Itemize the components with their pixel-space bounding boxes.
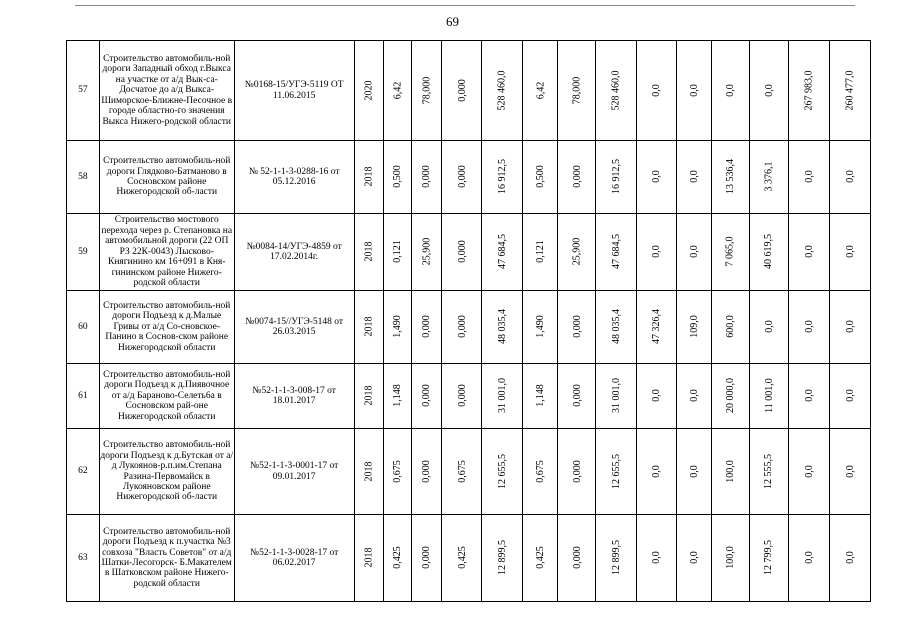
value-cell bbox=[637, 429, 677, 515]
cell-value: 0,0 bbox=[763, 320, 775, 334]
value-cell bbox=[749, 214, 789, 291]
cell-value: 0,0 bbox=[724, 84, 736, 97]
cell-value: 78,000 bbox=[421, 76, 433, 105]
value-cell bbox=[711, 291, 749, 364]
cell-value: 12 655,5 bbox=[496, 453, 508, 489]
value-cell bbox=[676, 429, 711, 515]
value-cell bbox=[596, 41, 637, 141]
cell-value: 0,0 bbox=[844, 245, 856, 259]
value-cell bbox=[830, 214, 871, 291]
object-name: Строительство мостового перехода через р. Степановка на автомобильной дороги (22 ОП РЗ 22К-0043) Лысково-Княгинино км 16+091 в Кня-гининском районе Нижего-родской области bbox=[99, 214, 234, 291]
value-cell bbox=[354, 41, 383, 141]
cell-value: 0,000 bbox=[456, 384, 468, 408]
expertise-reference: №52-1-1-3-0001-17 от 09.01.2017 bbox=[234, 429, 354, 515]
value-cell bbox=[442, 429, 482, 515]
cell-value: 2018 bbox=[363, 316, 375, 337]
cell-value: 12 899,5 bbox=[610, 540, 622, 576]
value-cell bbox=[442, 41, 482, 141]
value-cell bbox=[383, 291, 412, 364]
cell-value: 0,000 bbox=[421, 460, 433, 483]
cell-value: 0,675 bbox=[534, 460, 546, 483]
value-cell bbox=[412, 364, 442, 429]
value-cell bbox=[482, 515, 523, 602]
value-cell bbox=[596, 364, 637, 429]
value-cell bbox=[354, 141, 383, 214]
value-cell bbox=[789, 141, 830, 214]
value-cell bbox=[412, 429, 442, 515]
value-cell bbox=[383, 141, 412, 214]
cell-value: 12 899,5 bbox=[496, 540, 508, 576]
row-number: 57 bbox=[67, 41, 100, 141]
cell-value: 47 684,5 bbox=[496, 234, 508, 270]
cell-value: 2018 bbox=[363, 385, 375, 406]
cell-value: 0,500 bbox=[534, 165, 546, 189]
cell-value: 0,000 bbox=[421, 384, 433, 408]
cell-value: 0,121 bbox=[392, 240, 404, 264]
cell-value: 2018 bbox=[363, 166, 375, 187]
cell-value: 2018 bbox=[363, 241, 375, 262]
cell-value: 13 536,4 bbox=[724, 159, 736, 195]
cell-value: 0,675 bbox=[456, 460, 468, 483]
cell-value: 0,000 bbox=[421, 165, 433, 189]
value-cell bbox=[558, 141, 596, 214]
cell-value: 0,000 bbox=[456, 240, 468, 264]
value-cell bbox=[830, 515, 871, 602]
cell-value: 0,0 bbox=[688, 245, 700, 259]
cell-value: 0,0 bbox=[651, 84, 663, 97]
value-cell bbox=[412, 141, 442, 214]
value-cell bbox=[637, 291, 677, 364]
value-cell bbox=[354, 364, 383, 429]
value-cell bbox=[789, 515, 830, 602]
cell-value: 0,0 bbox=[651, 551, 663, 565]
cell-value: 2018 bbox=[363, 547, 375, 568]
cell-value: 0,000 bbox=[456, 79, 468, 102]
value-cell bbox=[354, 214, 383, 291]
value-cell bbox=[637, 41, 677, 141]
cell-value: 20 000,0 bbox=[724, 378, 736, 414]
value-cell bbox=[354, 291, 383, 364]
cell-value: 31 001,0 bbox=[610, 378, 622, 414]
cell-value: 0,425 bbox=[534, 546, 546, 570]
cell-value: 11 001,0 bbox=[763, 378, 775, 414]
object-name: Строительство автомобиль-ной дороги Западный обход г.Выкса на участке от а/д Вык-са-Досчатое до а/д Выкса-Шиморское-Ближне-Песочное в городе областно-го значения Выкса Нижего-родской области bbox=[99, 41, 234, 141]
cell-value: 0,000 bbox=[571, 165, 583, 189]
cell-value: 31 001,0 bbox=[496, 378, 508, 414]
value-cell bbox=[523, 291, 558, 364]
cell-value: 0,0 bbox=[844, 320, 856, 334]
value-cell bbox=[482, 364, 523, 429]
cell-value: 48 035,4 bbox=[496, 309, 508, 345]
object-name: Строительство автомобиль-ной дороги Подъезд к п.участка №3 совхоза "Власть Советов" от а/д Шатки-Лесогорск- Б.Макателем в Шатковском районе Нижего-родской области bbox=[99, 515, 234, 602]
value-cell bbox=[523, 515, 558, 602]
expertise-reference: №52-1-1-3-0028-17 от 06.02.2017 bbox=[234, 515, 354, 602]
expertise-reference: №0084-14/УГЭ-4859 от 17.02.2014г. bbox=[234, 214, 354, 291]
cell-value: 0,0 bbox=[651, 245, 663, 259]
value-cell bbox=[749, 291, 789, 364]
expertise-reference: №0074-15//УГЭ-5148 от 26.03.2015 bbox=[234, 291, 354, 364]
value-cell bbox=[412, 515, 442, 602]
value-cell bbox=[558, 364, 596, 429]
cell-value: 0,0 bbox=[651, 389, 663, 403]
object-name: Строительство автомобиль-ной дороги Подъезд к д.Пиявочное от а/д Бараново-Селеть6а в Сосновском рай-оне Нижегородской области bbox=[99, 364, 234, 429]
value-cell bbox=[523, 141, 558, 214]
cell-value: 0,0 bbox=[803, 170, 815, 184]
cell-value: 100,0 bbox=[724, 546, 736, 570]
cell-value: 0,0 bbox=[803, 551, 815, 565]
data-table bbox=[66, 40, 905, 602]
value-cell bbox=[412, 291, 442, 364]
cell-value: 1,490 bbox=[392, 315, 404, 339]
value-cell bbox=[442, 364, 482, 429]
value-cell bbox=[830, 429, 871, 515]
cell-value: 0,500 bbox=[392, 165, 404, 189]
value-cell bbox=[637, 214, 677, 291]
value-cell bbox=[558, 41, 596, 141]
cell-value: 12 799,5 bbox=[763, 540, 775, 576]
value-cell bbox=[637, 364, 677, 429]
value-cell bbox=[749, 429, 789, 515]
cell-value: 16 912,5 bbox=[496, 159, 508, 195]
cell-value: 2020 bbox=[363, 80, 375, 101]
cell-value: 12 555,5 bbox=[763, 453, 775, 489]
value-cell bbox=[711, 141, 749, 214]
cell-value: 3 376,1 bbox=[763, 161, 775, 192]
cell-value: 0,000 bbox=[421, 546, 433, 570]
cell-value: 1,148 bbox=[392, 384, 404, 408]
cell-value: 0,0 bbox=[803, 245, 815, 259]
cell-value: 0,0 bbox=[651, 465, 663, 478]
cell-value: 7 065,0 bbox=[724, 236, 736, 267]
cell-value: 48 035,4 bbox=[610, 309, 622, 345]
cell-value: 528 460,0 bbox=[496, 70, 508, 111]
value-cell bbox=[442, 141, 482, 214]
value-cell bbox=[637, 141, 677, 214]
value-cell bbox=[558, 291, 596, 364]
object-name: Строительство автомобиль-ной дороги Подъезд к д.Бутская от а/д Лукоянов-р.п.им.Степана Разина-Первомайск в Лукояновском районе Нижегородской об-ласти bbox=[99, 429, 234, 515]
value-cell bbox=[676, 515, 711, 602]
table-row bbox=[67, 291, 905, 364]
cell-value: 0,000 bbox=[571, 315, 583, 339]
value-cell bbox=[676, 214, 711, 291]
cell-value: 267 983,0 bbox=[803, 70, 815, 111]
value-cell bbox=[830, 141, 871, 214]
object-name: Строительство автомобиль-ной дороги Глядково-Батманово в Сосновском районе Нижегородской об-ласти bbox=[99, 141, 234, 214]
cell-value: 260 477,0 bbox=[844, 70, 856, 111]
row-number: 62 bbox=[67, 429, 100, 515]
cell-value: 0,000 bbox=[456, 165, 468, 189]
cell-value: 0,0 bbox=[844, 170, 856, 184]
cell-value: 0,0 bbox=[651, 170, 663, 184]
object-name: Строительство автомобиль-ной дороги Подъезд к д.Малые Гривы от а/д Со-сновское-Панино в Соснов-ском районе Нижегородской области bbox=[99, 291, 234, 364]
cell-value: 0,0 bbox=[803, 389, 815, 403]
cell-value: 0,000 bbox=[571, 546, 583, 570]
value-cell bbox=[596, 429, 637, 515]
value-cell bbox=[523, 214, 558, 291]
value-cell bbox=[523, 364, 558, 429]
cell-value: 0,000 bbox=[571, 384, 583, 408]
cell-value: 0,000 bbox=[421, 315, 433, 339]
value-cell bbox=[749, 41, 789, 141]
cell-value: 0,0 bbox=[844, 389, 856, 403]
row-number: 59 bbox=[67, 214, 100, 291]
value-cell bbox=[711, 214, 749, 291]
top-edge-line bbox=[75, 5, 855, 6]
cell-value: 0,000 bbox=[456, 315, 468, 339]
cell-value: 0,425 bbox=[392, 546, 404, 570]
value-cell bbox=[523, 429, 558, 515]
value-cell bbox=[676, 291, 711, 364]
value-cell bbox=[596, 515, 637, 602]
value-cell bbox=[482, 291, 523, 364]
table-row bbox=[67, 41, 905, 141]
value-cell bbox=[558, 214, 596, 291]
value-cell bbox=[412, 41, 442, 141]
value-cell bbox=[830, 291, 871, 364]
value-cell bbox=[482, 141, 523, 214]
row-number: 61 bbox=[67, 364, 100, 429]
value-cell bbox=[442, 515, 482, 602]
value-cell bbox=[482, 41, 523, 141]
cell-value: 0,0 bbox=[688, 551, 700, 565]
table-row bbox=[67, 214, 905, 291]
value-cell bbox=[596, 291, 637, 364]
value-cell bbox=[749, 515, 789, 602]
value-cell bbox=[596, 214, 637, 291]
value-cell bbox=[676, 41, 711, 141]
cell-value: 0,0 bbox=[844, 551, 856, 565]
value-cell bbox=[354, 429, 383, 515]
value-cell bbox=[711, 515, 749, 602]
value-cell bbox=[442, 291, 482, 364]
value-cell bbox=[523, 41, 558, 141]
value-cell bbox=[558, 515, 596, 602]
cell-value: 0,0 bbox=[763, 84, 775, 97]
cell-value: 25,900 bbox=[571, 238, 583, 266]
cell-value: 528 460,0 bbox=[610, 70, 622, 111]
cell-value: 78,000 bbox=[571, 76, 583, 105]
value-cell bbox=[789, 429, 830, 515]
value-cell bbox=[558, 429, 596, 515]
cell-value: 0,0 bbox=[688, 170, 700, 184]
value-cell bbox=[354, 515, 383, 602]
value-cell bbox=[789, 214, 830, 291]
expertise-reference: № 52-1-1-3-0288-16 от 05.12.2016 bbox=[234, 141, 354, 214]
cell-value: 0,675 bbox=[392, 460, 404, 483]
expertise-reference: №52-1-1-3-008-17 от 18.01.2017 bbox=[234, 364, 354, 429]
value-cell bbox=[830, 364, 871, 429]
cell-value: 47 684,5 bbox=[610, 234, 622, 270]
value-cell bbox=[637, 515, 677, 602]
cell-value: 109,0 bbox=[688, 315, 700, 339]
value-cell bbox=[482, 214, 523, 291]
value-cell bbox=[596, 141, 637, 214]
cell-value: 0,0 bbox=[688, 465, 700, 478]
cell-value: 1,148 bbox=[534, 384, 546, 408]
table-row bbox=[67, 364, 905, 429]
cell-value: 0,000 bbox=[571, 460, 583, 483]
cell-value: 0,0 bbox=[844, 465, 856, 478]
value-cell bbox=[383, 364, 412, 429]
table-row bbox=[67, 429, 905, 515]
cell-value: 6,42 bbox=[534, 81, 546, 100]
value-cell bbox=[830, 41, 871, 141]
table-row bbox=[67, 515, 905, 602]
value-cell bbox=[383, 41, 412, 141]
value-cell bbox=[711, 41, 749, 141]
cell-value: 0,0 bbox=[688, 84, 700, 97]
cell-value: 16 912,5 bbox=[610, 159, 622, 195]
value-cell bbox=[789, 41, 830, 141]
cell-value: 1,490 bbox=[534, 315, 546, 339]
value-cell bbox=[749, 141, 789, 214]
cell-value: 40 619,5 bbox=[763, 234, 775, 270]
cell-value: 600,0 bbox=[724, 315, 736, 339]
cell-value: 12 655,5 bbox=[610, 453, 622, 489]
cell-value: 6,42 bbox=[392, 81, 404, 100]
cell-value: 2018 bbox=[363, 461, 375, 482]
cell-value: 25,900 bbox=[421, 238, 433, 266]
value-cell bbox=[383, 214, 412, 291]
value-cell bbox=[749, 364, 789, 429]
value-cell bbox=[711, 429, 749, 515]
value-cell bbox=[676, 364, 711, 429]
cell-value: 47 326,4 bbox=[651, 309, 663, 345]
cell-value: 0,0 bbox=[688, 389, 700, 403]
cell-value: 0,121 bbox=[534, 240, 546, 264]
value-cell bbox=[482, 429, 523, 515]
value-cell bbox=[383, 429, 412, 515]
row-number: 60 bbox=[67, 291, 100, 364]
page-number: 69 bbox=[446, 14, 459, 29]
value-cell bbox=[789, 291, 830, 364]
value-cell bbox=[789, 364, 830, 429]
value-cell bbox=[412, 214, 442, 291]
value-cell bbox=[442, 214, 482, 291]
value-cell bbox=[676, 141, 711, 214]
cell-value: 100,0 bbox=[724, 460, 736, 483]
cell-value: 0,425 bbox=[456, 546, 468, 570]
value-cell bbox=[383, 515, 412, 602]
row-number: 63 bbox=[67, 515, 100, 602]
value-cell bbox=[711, 364, 749, 429]
cell-value: 0,0 bbox=[803, 465, 815, 478]
expertise-reference: №0168-15/УГЭ-5119 ОТ 11.06.2015 bbox=[234, 41, 354, 141]
cell-value: 0,0 bbox=[803, 320, 815, 334]
table-row bbox=[67, 141, 905, 214]
row-number: 58 bbox=[67, 141, 100, 214]
